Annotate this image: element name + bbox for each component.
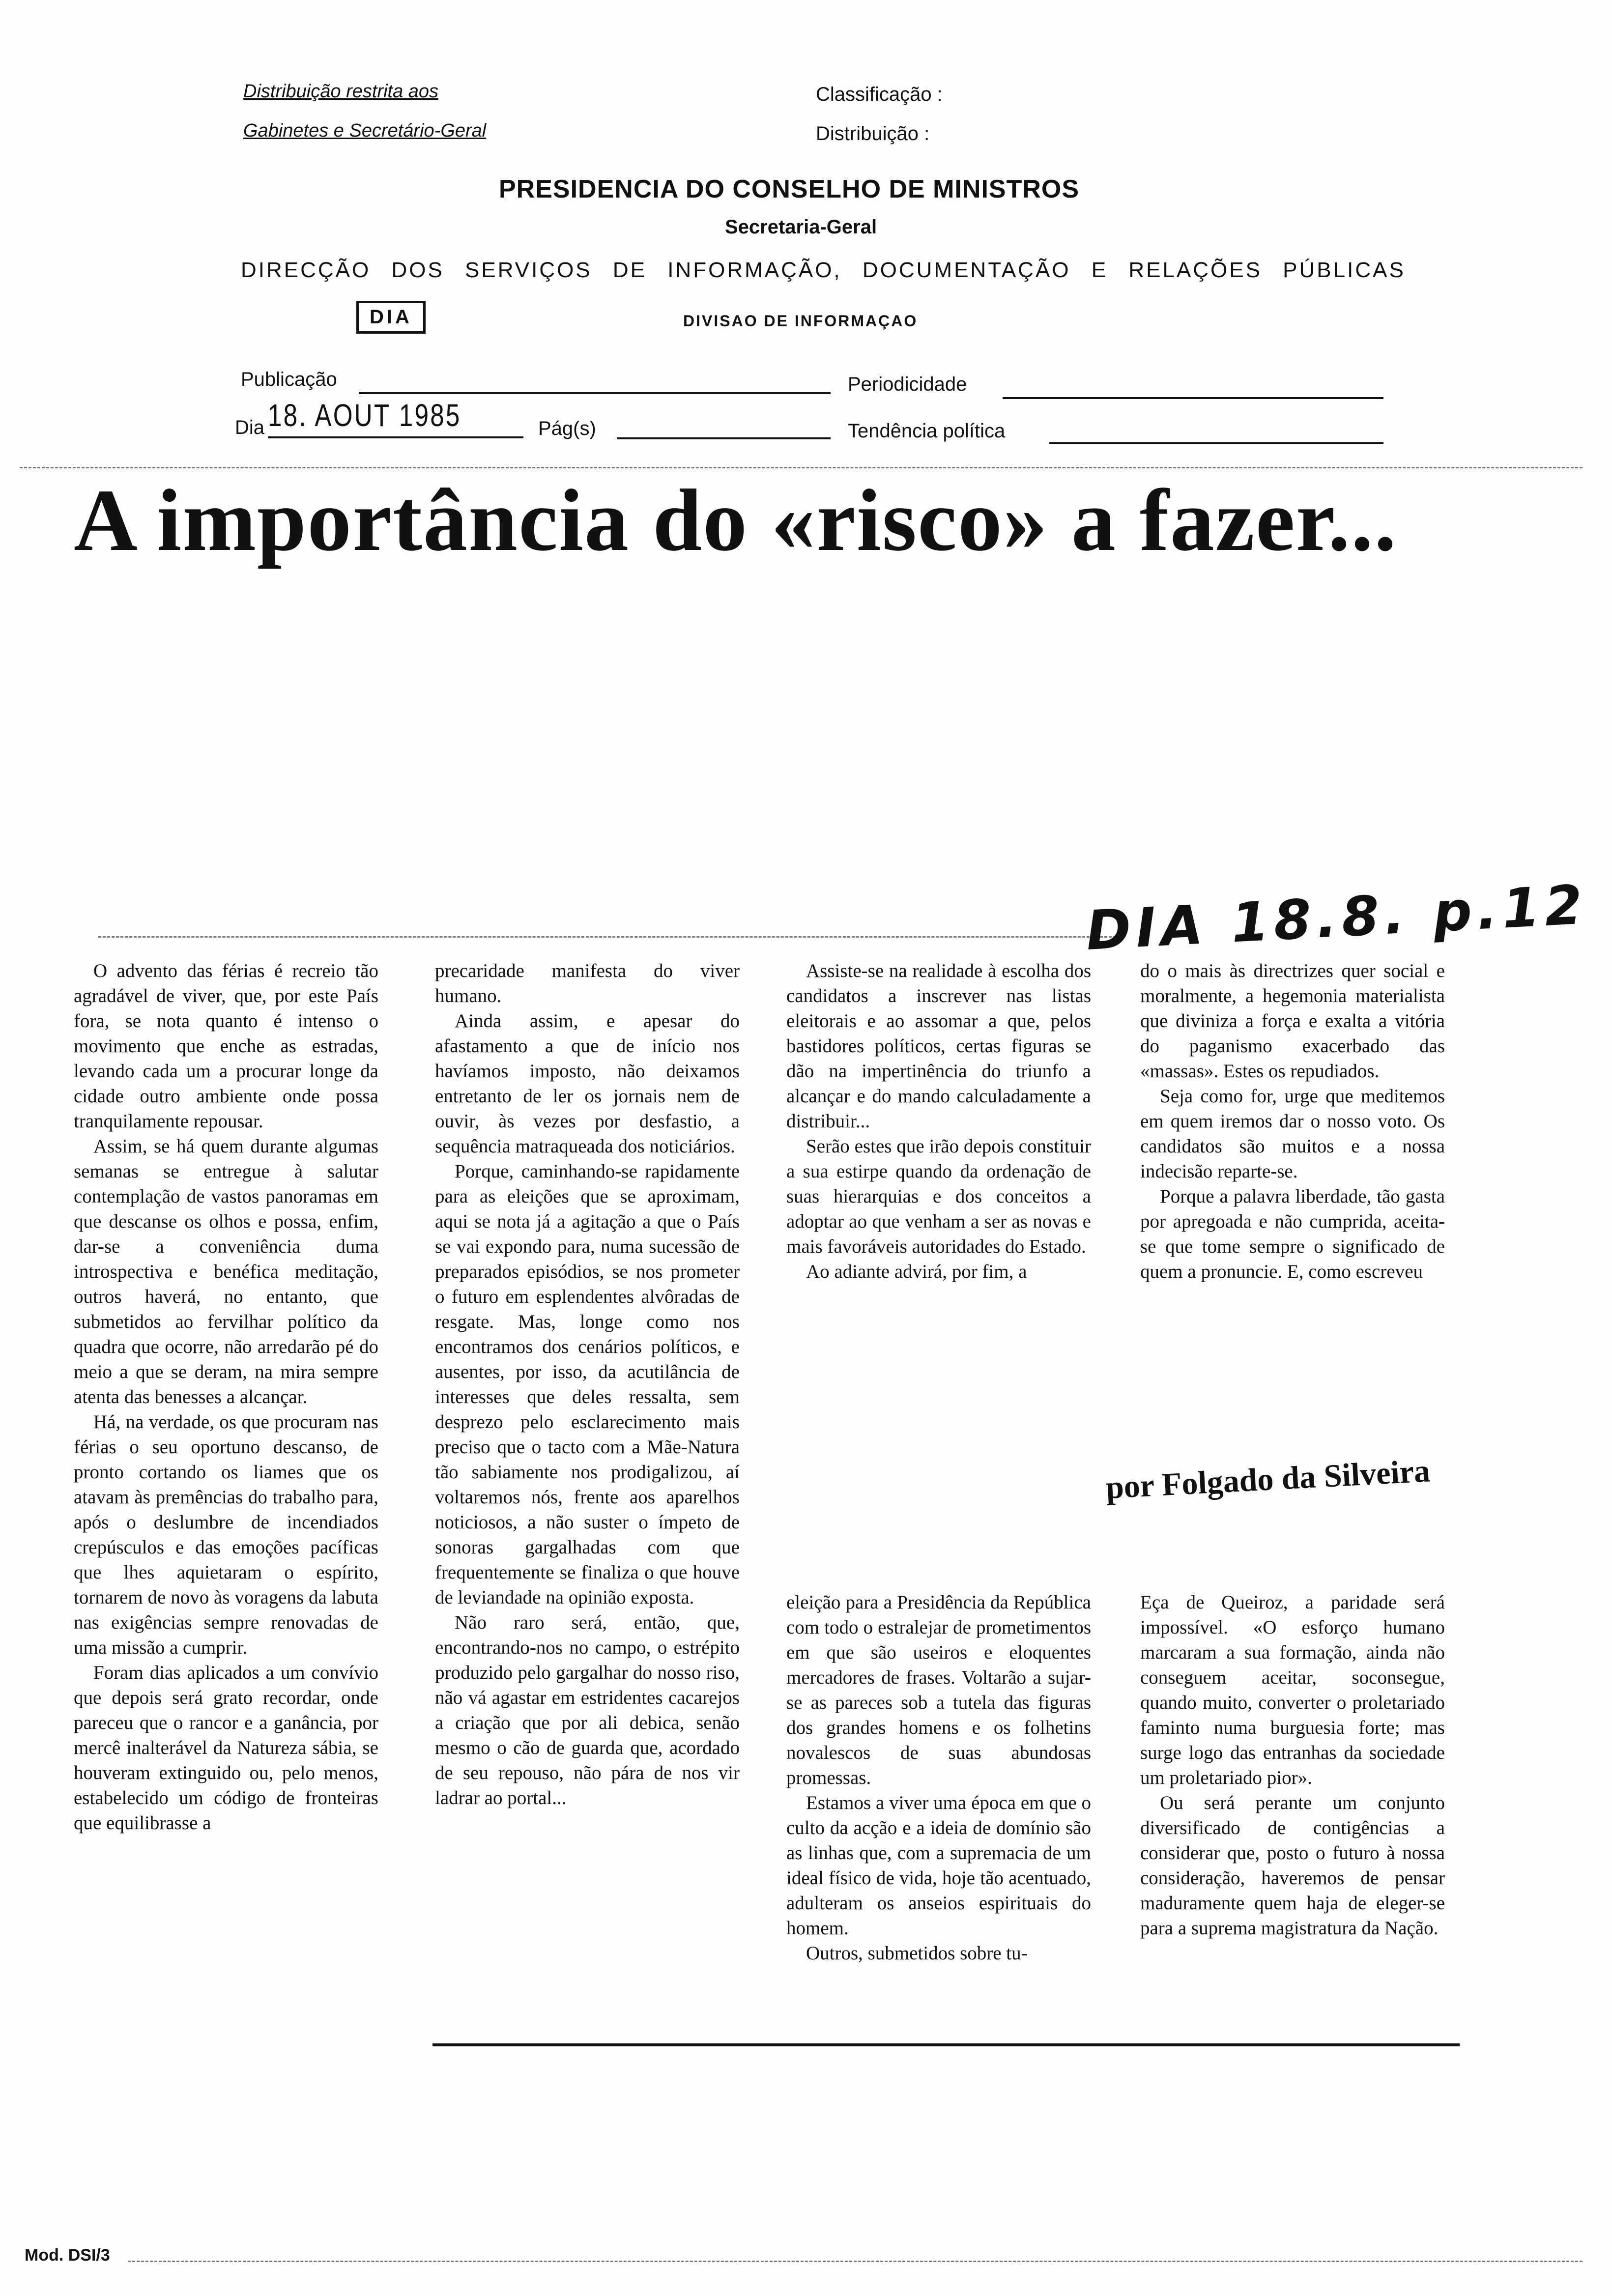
classification-label: Classificação : <box>816 84 943 105</box>
distribution-label: Distribuição : <box>816 123 930 144</box>
date-stamp: 18. AOUT 1985 <box>268 398 461 433</box>
paragraph: Porque, caminhando-se rapidamente para as eleições que se aproximam, aqui se nota já a agitação a que o País se vai expondo para, numa sucessão de preparados episódios, se nos prometer o futuro em esplendentes alvôradas de resgate. Mas, longe como nos encontramos dos cenários políticos, e ausentes, por isso, da acutilância de interesses que deles ressalta, sem desprezo pelo esclarecimento mais preciso que o tacto com a Mãe-Natura tão sabiamente nos prodigalizou, aí voltaremos nós, frente aos aparelhos noticiosos, a não suster o ímpeto de sonoras gargalhadas com que frequentemente se finaliza o que houve de leviandade na opinião exposta. <box>435 1161 740 1608</box>
paragraph: Seja como for, urge que meditemos em quem iremos dar o nosso voto. Os candidatos são muitos e a nossa indecisão reparte-se. <box>1140 1086 1445 1182</box>
cut-line <box>20 467 1583 468</box>
division-label: DIVISAO DE INFORMAÇAO <box>683 312 918 330</box>
paragraph: Ainda assim, e apesar do afastamento a que de início nos havíamos imposto, não deixamos entretanto de ler os jornais nem de ouvir, às vezes por desfastio, a sequência matraqueada dos noticiários. <box>435 1010 740 1157</box>
paragraph: eleição para a Presidência da República com todo o estralejar de prometimentos em que são useiros e eloquentes mercadores de frases. Voltarão a sujar-se as pareces sob a tutela das figuras dos grandes homens e os folhetins novalescos de suas abundosas promessas. <box>786 1592 1091 1788</box>
article-column-4-continued <box>1140 1590 1445 1941</box>
headline: A importância do «risco» a fazer... <box>74 471 1398 569</box>
pages-label: Pág(s) <box>538 418 596 439</box>
periodicity-line <box>1003 397 1383 399</box>
dia-stamp: DIA <box>356 301 426 334</box>
paragraph: Porque a palavra liberdade, tão gasta por apregoada e não cumprida, aceita-se que tome sempre o significado de quem a pronuncie. E, como escreveu <box>1140 1186 1445 1282</box>
paragraph: Ou será perante um conjunto diversificado de contigências a considerar que, posto o futuro à nossa consideração, haveremos de pensar maduramente quem haja de eleger-se para a suprema magistratura da Nação. <box>1140 1792 1445 1939</box>
article-column-4 <box>1140 958 1445 1284</box>
distribution-restricted-line1: Distribuição restrita aos <box>243 81 439 102</box>
paragraph: do o mais às directrizes quer social e moralmente, a hegemonia materialista que diviniza a força e exalta a vitória do paganismo exacerbado das «massas». Estes os repudiados. <box>1140 960 1445 1082</box>
paragraph: precaridade manifesta do viver humano. <box>435 960 740 1006</box>
handwritten-source-note: DIA 18.8. p.12 <box>1084 873 1589 962</box>
clipping-edge-line <box>98 936 1121 938</box>
paragraph: Há, na verdade, os que procuram nas férias o seu oportuno descanso, de pronto cortando os liames que os atavam às premências do trabalho para, após o deslumbre de incendiados crepúsculos e das emoções pacíficas que lhes aquietaram o espírito, tornarem de novo às voragens da labuta nas exigências sempre renovadas de uma missão a cumprir. <box>74 1411 378 1658</box>
periodicity-label: Periodicidade <box>848 373 967 395</box>
article-column-1 <box>74 958 378 1836</box>
footer-line <box>128 2261 1583 2262</box>
article-column-3-continued <box>786 1590 1091 1966</box>
publication-label: Publicação <box>241 369 337 390</box>
article-column-3 <box>786 958 1091 1284</box>
day-line <box>268 436 523 438</box>
org-subtitle: Secretaria-Geral <box>725 216 877 238</box>
paragraph: Não raro será, então, que, encontrando-nos no campo, o estrépito produzido pelo gargalhar do nosso riso, não vá agastar em estridentes cacarejos a criação que por ali debica, senão mesmo o cão de guarda que, acordado de seu repouso, não pára de nos vir ladrar ao portal... <box>435 1612 740 1808</box>
distribution-restricted-line2: Gabinetes e Secretário-Geral <box>243 120 487 141</box>
paragraph: Eça de Queiroz, a paridade será impossível. «O esforço humano marcaram a sua formação, ainda não conseguem aceitar, soconsegue, quando muito, converter o proletariado faminto numa burguesia forte; mas surge logo das entranhas da sociedade um proletariado pior». <box>1140 1592 1445 1788</box>
paragraph: O advento das férias é recreio tão agradável de viver, que, por este País fora, se nota quanto é intenso o movimento que enche as estradas, levando cada um a procurar longe da cidade outro ambiente onde possa tranquilamente repousar. <box>74 960 378 1132</box>
political-tendency-line <box>1049 442 1383 444</box>
paragraph: Ao adiante advirá, por fim, a <box>806 1261 1027 1282</box>
form-code: Mod. DSI/3 <box>25 2246 110 2265</box>
political-tendency-label: Tendência política <box>848 420 1006 442</box>
byline: por Folgado da Silveira <box>1105 1453 1431 1506</box>
day-label: Dia <box>235 417 265 438</box>
paragraph: Assiste-se na realidade à escolha dos candidatos a inscrever nas listas eleitorais e ao assomar a que, pelos bastidores políticos, certas figuras se dão na impertinência do triunfo a alcançar e do mando calculadamente a distribuir... <box>786 960 1091 1132</box>
publication-line <box>359 392 831 394</box>
paragraph: Serão estes que irão depois constituir a sua estirpe quando da ordenação de suas hierarquias e dos conceitos a adoptar ao que venham a ser as novas e mais favoráveis autoridades do Estado. <box>786 1136 1091 1257</box>
paragraph: Estamos a viver uma época em que o culto da acção e a ideia de domínio são as linhas que, com a supremacia de um ideal físico de vida, hoje tão acentuado, adulteram os anseios espirituais do homem. <box>786 1792 1091 1939</box>
paragraph: Outros, submetidos sobre tu- <box>806 1943 1028 1964</box>
department-name: DIRECÇÃO DOS SERVIÇOS DE INFORMAÇÃO, DOCUMENTAÇÃO E RELAÇÕES PÚBLICAS <box>241 258 1406 282</box>
article-column-2 <box>435 958 740 1810</box>
paragraph: Foram dias aplicados a um convívio que depois será grato recordar, onde pareceu que o rancor e a ganância, por mercê inalterável da Natureza sábia, se houveram extinguido ou, pelo menos, estabelecido um código de fronteiras que equilibrasse a <box>74 1662 378 1834</box>
pages-line <box>617 437 831 439</box>
org-title: PRESIDENCIA DO CONSELHO DE MINISTROS <box>499 175 1080 203</box>
paragraph: Assim, se há quem durante algumas semanas se entregue à salutar contemplação de vastos panoramas em que descanse os olhos e possa, enfim, dar-se a conveniência duma introspectiva e benéfica meditação, outros haverá, no entanto, que submetidos ao fervilhar político da quadra que ocorre, não arredarão pé do meio a que se deram, na mira sempre atenta das benesses a alcançar. <box>74 1136 378 1407</box>
article-bottom-rule <box>432 2043 1460 2046</box>
